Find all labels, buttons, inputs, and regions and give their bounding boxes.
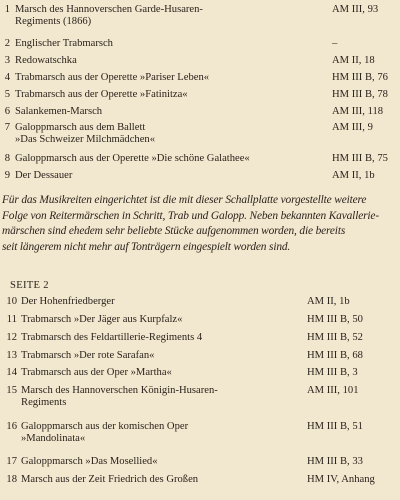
paragraph-line: märschen sind ehedem sehr beliebte Stücke aufgenommen worden, die bereits — [2, 225, 346, 237]
track-title: Der Hohenfriedberger — [21, 296, 115, 307]
track-number: 3 — [4, 55, 10, 66]
track-number: 17 — [6, 456, 17, 467]
track-title: Galoppmarsch aus der komischen Oper — [21, 421, 189, 432]
catalog-code: HM III B, 75 — [332, 153, 388, 164]
track-title: Der Dessauer — [15, 170, 73, 181]
track-title: Trabmarsch aus der Operette »Pariser Leben« — [15, 72, 210, 83]
track-number: 18 — [6, 474, 17, 485]
track-number: 6 — [4, 106, 10, 117]
track-title: Trabmarsch »Der rote Sarafan« — [21, 350, 155, 361]
track-number: 1 — [4, 4, 10, 15]
track-title: Trabmarsch des Feldartillerie-Regiments 4 — [21, 332, 203, 343]
track-title: »Mandolinata« — [21, 433, 86, 444]
description-paragraph — [2, 193, 398, 255]
track-title: »Das Schweizer Milchmädchen« — [15, 134, 156, 145]
track-number: 15 — [6, 385, 17, 396]
paragraph-line: Für das Musikreiten eingerichtet ist die mit dieser Schallplatte vorgestellte weitere — [2, 194, 367, 206]
paragraph-line: seit längerem nicht mehr auf Tonträgern eingespielt worden sind. — [2, 240, 291, 253]
track-number: 16 — [6, 421, 17, 432]
track-title: Trabmarsch »Der Jäger aus Kurpfalz« — [21, 314, 183, 325]
catalog-code: HM III B, 33 — [307, 456, 363, 467]
track-title: Galoppmarsch aus der Operette »Die schöne Galathee« — [15, 153, 250, 164]
track-title: Marsch des Hannoverschen Königin-Husaren- — [21, 385, 218, 396]
track-title: Trabmarsch aus der Operette »Fatinitza« — [15, 89, 188, 100]
track-title: Galoppmarsch aus dem Ballett — [15, 122, 146, 133]
catalog-code: HM III B, 50 — [307, 314, 363, 325]
catalog-code: HM III B, 51 — [307, 421, 363, 432]
catalog-code: HM III B, 78 — [332, 89, 388, 100]
track-number: 12 — [6, 332, 17, 343]
catalog-code: – — [332, 38, 338, 49]
track-number: 11 — [6, 314, 17, 325]
catalog-code: HM III B, 68 — [307, 350, 363, 361]
track-number: 9 — [4, 170, 10, 181]
side-2-heading: SEITE 2 — [10, 280, 49, 291]
track-number: 10 — [6, 296, 17, 307]
paragraph-line: Folge von Reitermärschen in Schritt, Trab und Galopp. Neben bekannten Kavallerie- — [2, 209, 379, 222]
catalog-code: AM III, 101 — [307, 385, 359, 396]
catalog-code: HM III B, 3 — [307, 367, 358, 378]
track-title: Trabmarsch aus der Oper »Martha« — [21, 367, 172, 378]
catalog-code: AM II, 18 — [332, 55, 375, 66]
catalog-code: HM III B, 52 — [307, 332, 363, 343]
catalog-code: HM III B, 76 — [332, 72, 388, 83]
track-title: Salankemen-Marsch — [15, 106, 103, 117]
track-title: Marsch aus der Zeit Friedrich des Großen — [21, 474, 199, 485]
track-number: 2 — [4, 38, 10, 49]
track-title: Galoppmarsch »Das Mosellied« — [21, 456, 158, 467]
track-title: Redowatschka — [15, 55, 77, 66]
catalog-code: AM III, 118 — [332, 106, 384, 117]
track-title: Regiments (1866) — [15, 16, 92, 27]
track-number: 4 — [4, 72, 10, 83]
catalog-code: HM IV, Anhang — [307, 474, 375, 485]
catalog-code: AM III, 93 — [332, 4, 379, 15]
catalog-code: AM III, 9 — [332, 122, 373, 133]
catalog-code: AM II, 1b — [332, 170, 375, 181]
track-title: Marsch des Hannoverschen Garde-Husaren- — [15, 4, 203, 15]
track-number: 8 — [4, 153, 10, 164]
track-title: Englischer Trabmarsch — [15, 38, 113, 49]
track-number: 14 — [6, 367, 17, 378]
catalog-code: AM II, 1b — [307, 296, 350, 307]
track-number: 7 — [4, 122, 10, 133]
track-title: Regiments — [21, 397, 67, 408]
track-number: 5 — [4, 89, 10, 100]
track-number: 13 — [6, 350, 17, 361]
